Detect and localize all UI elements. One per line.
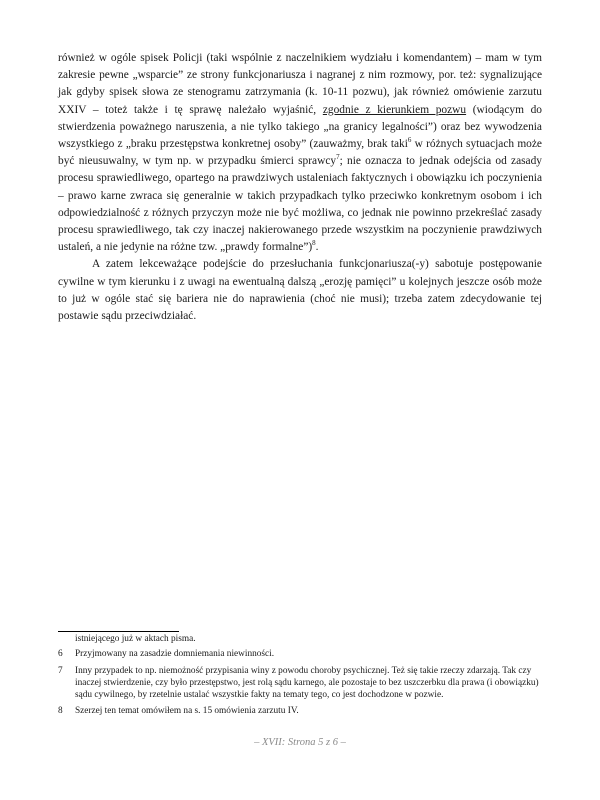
footnotes bbox=[58, 633, 542, 722]
paragraph-1-text-d: ; nie oznacza to jednak odejścia od zasady procesu sprawiedliwego, opartego na prawdziwych ustaleniach faktycznych i obowiązku ich poczynienia – prawo karne zwraca się generalnie w takich przypadkach tylko przeciwko konkretnym osobom i ich odpowiedzialność z różnych przyczyn może nie być możliwa, co jednak nie powinno przekreślać zasady procesu sprawiedliwego, tak czy inaczej nakierowanego przede wszystkim na poczynienie prawdziwych ustaleń, a nie jedynie na różne tzw. „prawdy formalne”) bbox=[58, 155, 543, 254]
paragraph-2: A zatem lekceważące podejście do przesłuchania funkcjonariusza(-y) sabotuje postępowanie cywilne w tym kierunku i z uwagi na ewentualną dalszą „erozję pamięci” u kolejnych jeszcze osób może to już w ogóle stać się bariera nie do naprawienia (choć nie musi); trzeba zatem zdecydowanie tej postawie sądu przeciwdziałać. bbox=[58, 258, 542, 323]
paragraph-1-text-b: (wiodącym do stwierdzenia poważnego naruszenia, a nie tylko takiego „na granicy legalności”) oraz bez wywodzenia wszystkiego z „braku przestępstwa konkretnej osoby” (zauważmy, brak taki bbox=[58, 103, 543, 151]
footnote-8 bbox=[58, 705, 542, 717]
footnote-text: Inny przypadek to np. niemożność przypisania winy z powodu choroby psychicznej. Też się takie rzeczy zdarzają. Tak czy inaczej stwierdzenie, czy było przestępstwo, jest rolą sądu karnego, ale pozostaje to bez uszczerbku dla prawa (i obowiązku) sądu cywilnego, by rzetelnie ustalać wszystkie fakty na tematy tego, co jest dochodzone w pozwie. bbox=[75, 665, 539, 701]
footnote-ref-7: 7 bbox=[336, 153, 340, 162]
underlined-phrase: zgodnie z kierunkiem pozwu bbox=[322, 103, 467, 116]
footnote-separator bbox=[58, 631, 179, 632]
page-footer: – XVII: Strona 5 z 6 – bbox=[254, 737, 346, 748]
footnote-ref-6: 6 bbox=[407, 136, 412, 145]
footnote-7 bbox=[58, 665, 542, 702]
document-body bbox=[58, 50, 542, 325]
footnote-6 bbox=[58, 648, 542, 660]
footnote-number: 6 bbox=[58, 649, 63, 660]
paragraph-1-text-a: również w ogóle spisek Policji (taki wspólnie z naczelnikiem wydziału i komendantem) – mam w tym zakresie pewne „wsparcie” ze strony funkcjonariusza i nagranej z nim rozmowy, por. też: sygnalizujące jak gdyby spisek słowa ze stenogramu zatrzymania (k. 10-11 pozwu), jak również omówienie zarzutu XXIV – toteż także i tę sprawę należało wyjaśnić, bbox=[58, 52, 542, 116]
paragraph-1 bbox=[58, 50, 542, 256]
footnote-text: Szerzej ten temat omówiłem na s. 15 omówienia zarzutu IV. bbox=[75, 706, 299, 717]
paragraph-1-text-c: w różnych sytuacjach może być nieusuwalny, w tym np. w przypadku śmierci sprawcy bbox=[58, 138, 542, 168]
footnote-continuation: istniejącego już w aktach pisma. bbox=[75, 634, 196, 644]
paragraph-1-text-e: . bbox=[315, 241, 319, 254]
footnote-ref-8: 8 bbox=[312, 239, 316, 248]
footnote-text: Przyjmowany na zasadzie domniemania niewinności. bbox=[75, 649, 275, 660]
footnote-number: 8 bbox=[58, 706, 63, 717]
footnote-number: 7 bbox=[58, 665, 63, 676]
